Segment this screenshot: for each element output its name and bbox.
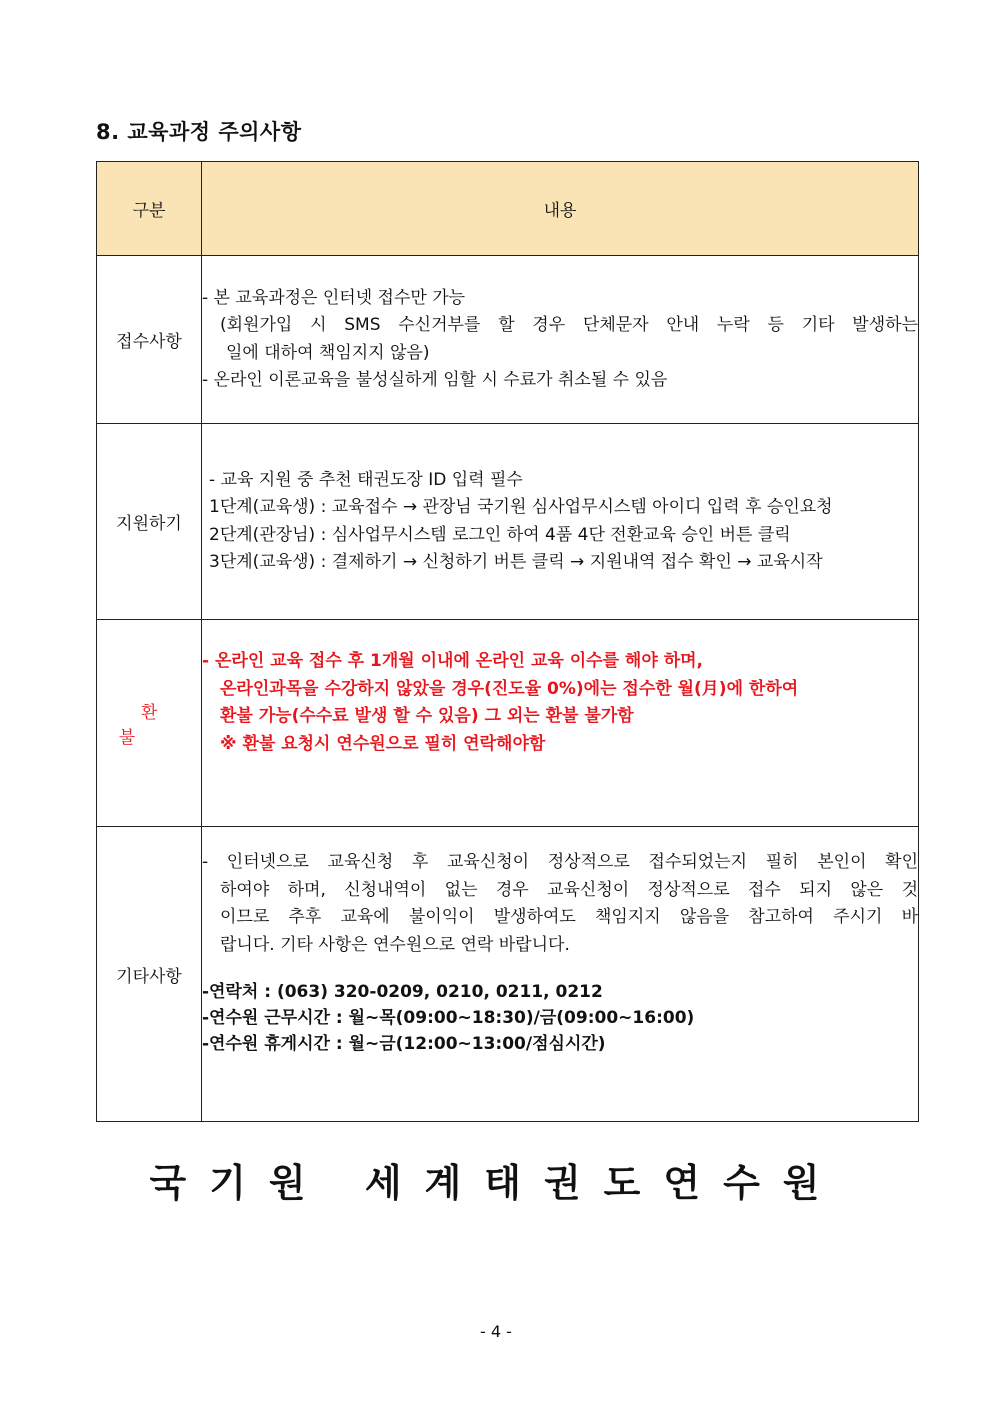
table-row-support [97,424,919,620]
text-line: 2단계(관장님) : 심사업무시스템 로그인 하여 4품 4단 전환교육 승인 버튼 클릭 [209,524,791,545]
row-content-reception [202,256,919,424]
text-line: 일에 대하여 책임지지 않음) [226,342,430,363]
text-line: 온라인과목을 수강하지 않았을 경우(진도율 0%)에는 접수한 월(月)에 한하여 [220,678,799,699]
contact-line: -연락처 : (063) 320-0209, 0210, 0211, 0212 [202,982,603,1002]
contact-line: -연수원 휴게시간 : 월~금(12:00~13:00/점심시간) [202,1034,606,1054]
table-header-row [97,162,919,256]
text-line: 랍니다. 기타 사항은 연수원으로 연락 바랍니다. [220,934,570,955]
text-line: - 온라인 교육 접수 후 1개월 이내에 온라인 교육 이수를 해야 하며, [202,651,703,671]
row-content-refund [202,620,919,827]
spacer [202,959,918,979]
text-line: - 인터넷으로 교육신청 후 교육신청이 정상적으로 접수되었는지 필히 본인이 확인 [202,852,918,872]
notice-table [96,161,919,1122]
row-content-other [202,827,919,1122]
text-line: ※ 환불 요청시 연수원으로 필히 연락해야함 [220,733,546,754]
organization-name: 국기원 세계태권도연수원 [149,1161,843,1205]
refund-label-text: 환불 [118,703,202,748]
text-line: 이므로 추후 교육에 불이익이 발생하여도 책임지지 않음을 참고하여 주시기 바 [220,907,918,927]
text-line: - 온라인 이론교육을 불성실하게 임할 시 수료가 취소될 수 있음 [202,370,668,390]
text-line: 3단계(교육생) : 결제하기 → 신청하기 버튼 클릭 → 지원내역 접수 확인 → 교육시작 [209,552,823,572]
row-label-reception: 접수사항 [97,256,202,424]
text-line: 하여야 하며, 신청내역이 없는 경우 교육신청이 정상적으로 접수 되지 않은 것 [220,879,918,900]
row-label-support: 지원하기 [97,424,202,620]
text-line: 1단계(교육생) : 교육접수 → 관장님 국기원 심사업무시스템 아이디 입력 후 승인요청 [209,497,833,517]
section-title: 8. 교육과정 주의사항 [96,120,302,144]
text-line: - 교육 지원 중 추천 태권도장 ID 입력 필수 [209,469,523,490]
text-line: - 본 교육과정은 인터넷 접수만 가능 [202,287,466,308]
row-content-support [202,424,919,620]
table-row-other [97,827,919,1122]
header-category: 구분 [97,162,202,256]
row-label-refund [97,620,202,827]
text-line: 환불 가능(수수료 발생 할 수 있음) 그 외는 환불 불가함 [220,706,634,726]
contact-line: -연수원 근무시간 : 월~목(09:00~18:30)/금(09:00~16:00) [202,1008,695,1028]
page-number: - 4 - [480,1322,512,1341]
table-row-reception [97,256,919,424]
header-content: 내용 [202,162,919,256]
row-label-other: 기타사항 [97,827,202,1122]
text-line: (회원가입 시 SMS 수신거부를 할 경우 단체문자 안내 누락 등 기타 발생하는 [220,315,918,335]
table-row-refund [97,620,919,827]
